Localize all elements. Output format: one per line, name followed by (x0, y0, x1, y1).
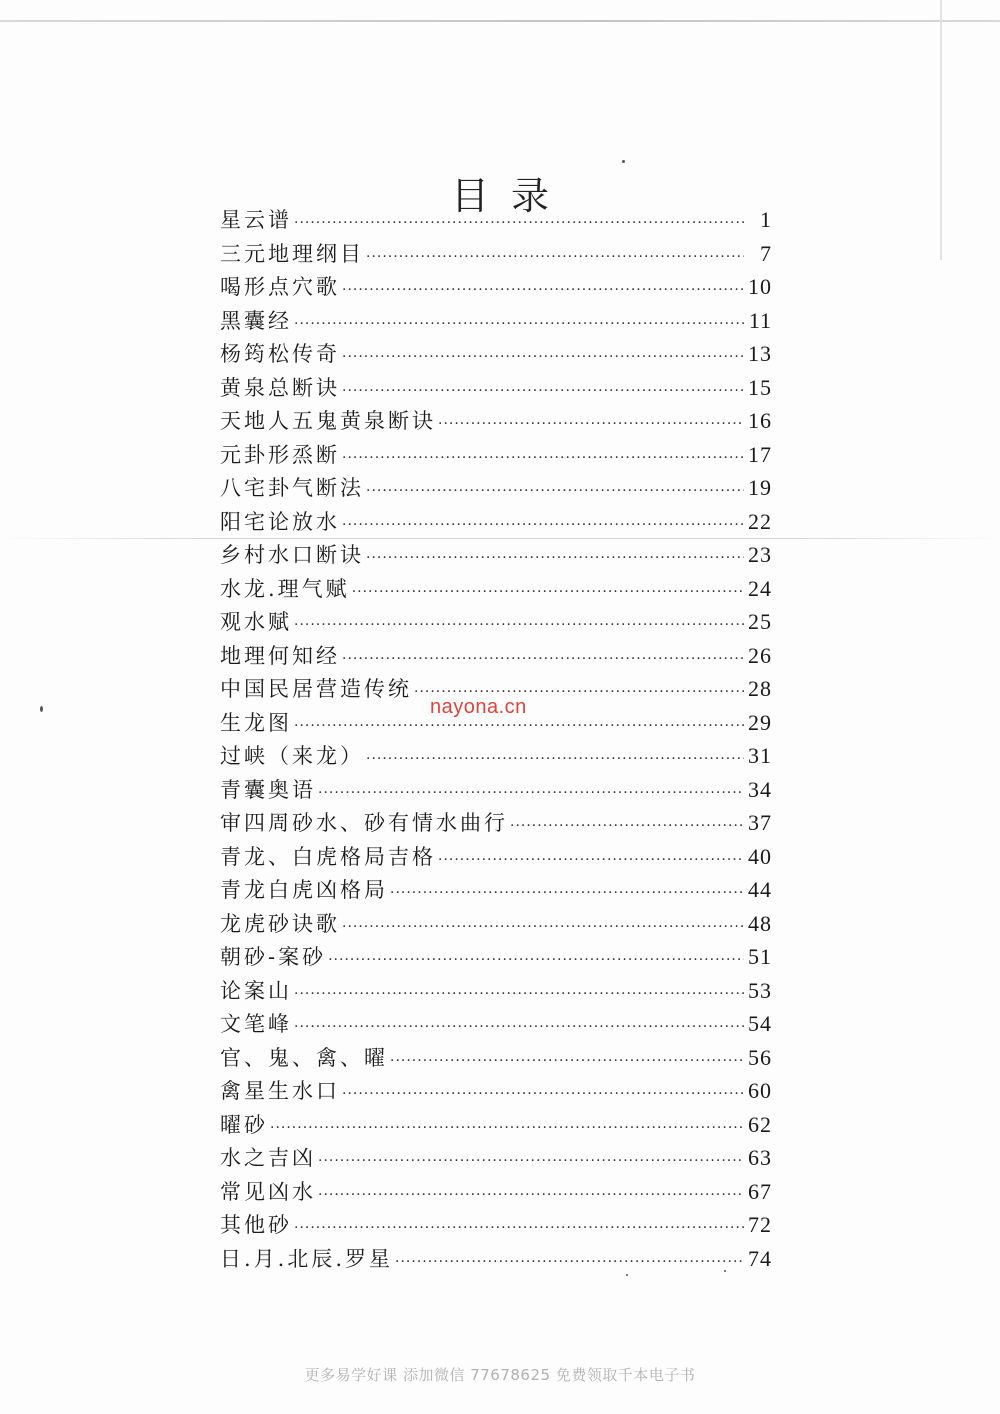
toc-entry-page-number: 48 (748, 910, 772, 936)
toc-entry-title: 中国民居营造传统 (220, 677, 412, 701)
toc-entry (220, 304, 772, 338)
toc-entry-title: 八宅卦气断法 (220, 476, 364, 500)
toc-entry-page-number: 11 (748, 307, 772, 333)
toc-dot-leader (294, 609, 744, 643)
toc-entry-title: 官、鬼、禽、曜 (220, 1045, 388, 1070)
toc-entry (220, 1074, 772, 1108)
toc-entry-title: 地理何知经 (220, 643, 340, 668)
page-title: 目录 (450, 174, 571, 219)
toc-entry (220, 1175, 772, 1209)
toc-entry (220, 1141, 772, 1175)
watermark-site: nayona.cn (430, 696, 527, 718)
toc-entry-page-number: 26 (748, 642, 772, 668)
toc-entry-page-number: 31 (748, 743, 772, 768)
toc-entry-title: 朝砂-案砂 (220, 945, 327, 969)
toc-entry (220, 505, 772, 539)
toc-entry (220, 471, 772, 505)
toc-entry-title: 喝形点穴歌 (220, 275, 340, 299)
toc-entry-page-number: 17 (748, 441, 772, 467)
toc-entry-page-number: 60 (748, 1078, 772, 1103)
toc-entry-page-number: 62 (748, 1111, 772, 1137)
toc-entry (220, 572, 772, 606)
toc-entry (220, 1108, 772, 1142)
toc-dot-leader (366, 743, 744, 777)
toc-entry (220, 1007, 772, 1041)
footer-watermark: 更多易学好课 添加微信 77678625 免费领取千本电子书 (304, 1366, 696, 1384)
toc-entry-title: 黑囊经 (220, 308, 292, 333)
toc-entry-page-number: 10 (748, 274, 772, 299)
toc-entry-title: 常见凶水 (220, 1179, 316, 1204)
toc-entry (220, 337, 772, 371)
toc-entry-page-number: 51 (748, 944, 772, 969)
toc-entry (220, 940, 772, 974)
toc-entry-title: 龙虎砂诀歌 (220, 911, 340, 936)
toc-entry (220, 270, 772, 304)
toc-entry (220, 974, 772, 1008)
scan-speck (40, 706, 43, 712)
toc-dot-leader (318, 1145, 744, 1179)
toc-entry-title: 禽星生水口 (220, 1079, 340, 1103)
toc-dot-leader (342, 509, 744, 543)
toc-entry-page-number: 40 (748, 843, 772, 869)
toc-entry-title: 过峡（来龙） (220, 744, 364, 768)
toc-entry-title: 阳宅论放水 (220, 509, 340, 534)
toc-entry-title: 黄泉总断诀 (220, 375, 340, 400)
toc-entry (220, 1242, 772, 1276)
toc-entry-title: 论案山 (220, 978, 292, 1003)
toc-entry-page-number: 44 (748, 877, 772, 902)
toc-dot-leader (366, 475, 744, 509)
toc-entry-title: 文笔峰 (220, 1012, 292, 1036)
scan-edge-top (0, 20, 1000, 22)
toc-dot-leader (294, 207, 744, 241)
toc-entry-title: 青龙、白虎格局吉格 (220, 844, 436, 869)
toc-entry (220, 438, 772, 472)
toc-dot-leader (390, 877, 744, 911)
toc-entry-title: 生龙图 (220, 710, 292, 735)
toc-entry-page-number: 34 (748, 776, 772, 802)
toc-entry (220, 538, 772, 572)
toc-dot-leader (318, 777, 744, 811)
toc-dot-leader (342, 375, 744, 409)
toc-entry-page-number: 25 (748, 609, 772, 634)
toc-dot-leader (270, 1112, 744, 1146)
toc-entry (220, 404, 772, 438)
toc-entry-page-number: 56 (748, 1044, 772, 1070)
toc-entry-title: 元卦形烝断 (220, 442, 340, 467)
toc-dot-leader (342, 341, 744, 375)
toc-entry-page-number: 67 (748, 1178, 772, 1204)
toc-dot-leader (342, 643, 744, 677)
toc-entry (220, 1208, 772, 1242)
toc-dot-leader (395, 1246, 744, 1280)
toc-entry-page-number: 72 (748, 1212, 772, 1237)
toc-entry-title: 天地人五鬼黄泉断诀 (220, 409, 436, 433)
toc-entry-title: 三元地理纲目 (220, 241, 364, 266)
toc-entry-title: 观水赋 (220, 610, 292, 634)
toc-dot-leader (318, 1179, 744, 1213)
toc-entry-title: 水之吉凶 (220, 1146, 316, 1170)
toc-entry (220, 237, 772, 271)
toc-dot-leader (294, 308, 744, 342)
toc-entry (220, 739, 772, 773)
toc-entry-page-number: 74 (748, 1245, 772, 1271)
toc-entry (220, 907, 772, 941)
toc-entry-title: 其他砂 (220, 1213, 292, 1237)
toc-entry (220, 371, 772, 405)
toc-dot-leader (438, 844, 744, 878)
toc-dot-leader (342, 911, 744, 945)
toc-entry-title: 青龙白虎凶格局 (220, 878, 388, 902)
toc-entry-title: 星云谱 (220, 208, 292, 232)
toc-entry-page-number: 19 (748, 475, 772, 500)
toc-dot-leader (438, 408, 744, 442)
toc-dot-leader (294, 978, 744, 1012)
toc-entry-title: 水龙.理气赋 (220, 576, 350, 601)
toc-dot-leader (342, 1078, 744, 1112)
toc-entry-title: 曜砂 (220, 1112, 268, 1137)
toc-entry-page-number: 7 (760, 240, 772, 266)
toc-entry (220, 639, 772, 673)
scan-speck (622, 160, 625, 163)
toc-dot-leader (294, 1212, 744, 1246)
toc-dot-leader (390, 1045, 744, 1079)
toc-dot-leader (366, 542, 744, 576)
scan-edge-right (940, 0, 942, 260)
toc-dot-leader (510, 810, 744, 844)
toc-entry-page-number: 22 (748, 508, 772, 534)
toc-entry-page-number: 37 (748, 810, 772, 835)
toc-dot-leader (352, 576, 744, 610)
toc-dot-leader (342, 442, 744, 476)
toc-entry (220, 873, 772, 907)
toc-entry-title: 日.月.北辰.罗星 (220, 1246, 394, 1271)
toc-entry-page-number: 16 (748, 408, 772, 433)
toc-dot-leader (366, 241, 744, 275)
toc-dot-leader (328, 944, 744, 978)
toc-entry-page-number: 15 (748, 374, 772, 400)
toc-entry-page-number: 54 (748, 1011, 772, 1036)
toc-entry-page-number: 24 (748, 575, 772, 601)
toc-entry-page-number: 28 (748, 676, 772, 701)
toc-entry (220, 773, 772, 807)
toc-entry-page-number: 13 (748, 341, 772, 366)
toc-entry (220, 806, 772, 840)
toc-entry-title: 乡村水口断诀 (220, 543, 364, 567)
table-of-contents (220, 203, 772, 1275)
toc-entry-title: 杨筠松传奇 (220, 342, 340, 366)
toc-dot-leader (294, 1011, 744, 1045)
toc-entry (220, 840, 772, 874)
toc-entry-page-number: 29 (748, 709, 772, 735)
toc-entry-page-number: 53 (748, 977, 772, 1003)
toc-dot-leader (342, 274, 744, 308)
toc-entry-title: 审四周砂水、砂有情水曲行 (220, 811, 508, 835)
toc-entry (220, 605, 772, 639)
toc-entry-page-number: 1 (760, 207, 772, 232)
toc-entry (220, 1041, 772, 1075)
toc-entry (220, 203, 772, 237)
toc-entry-page-number: 63 (748, 1145, 772, 1170)
toc-entry-title: 青囊奥语 (220, 777, 316, 802)
toc-entry-page-number: 23 (748, 542, 772, 567)
